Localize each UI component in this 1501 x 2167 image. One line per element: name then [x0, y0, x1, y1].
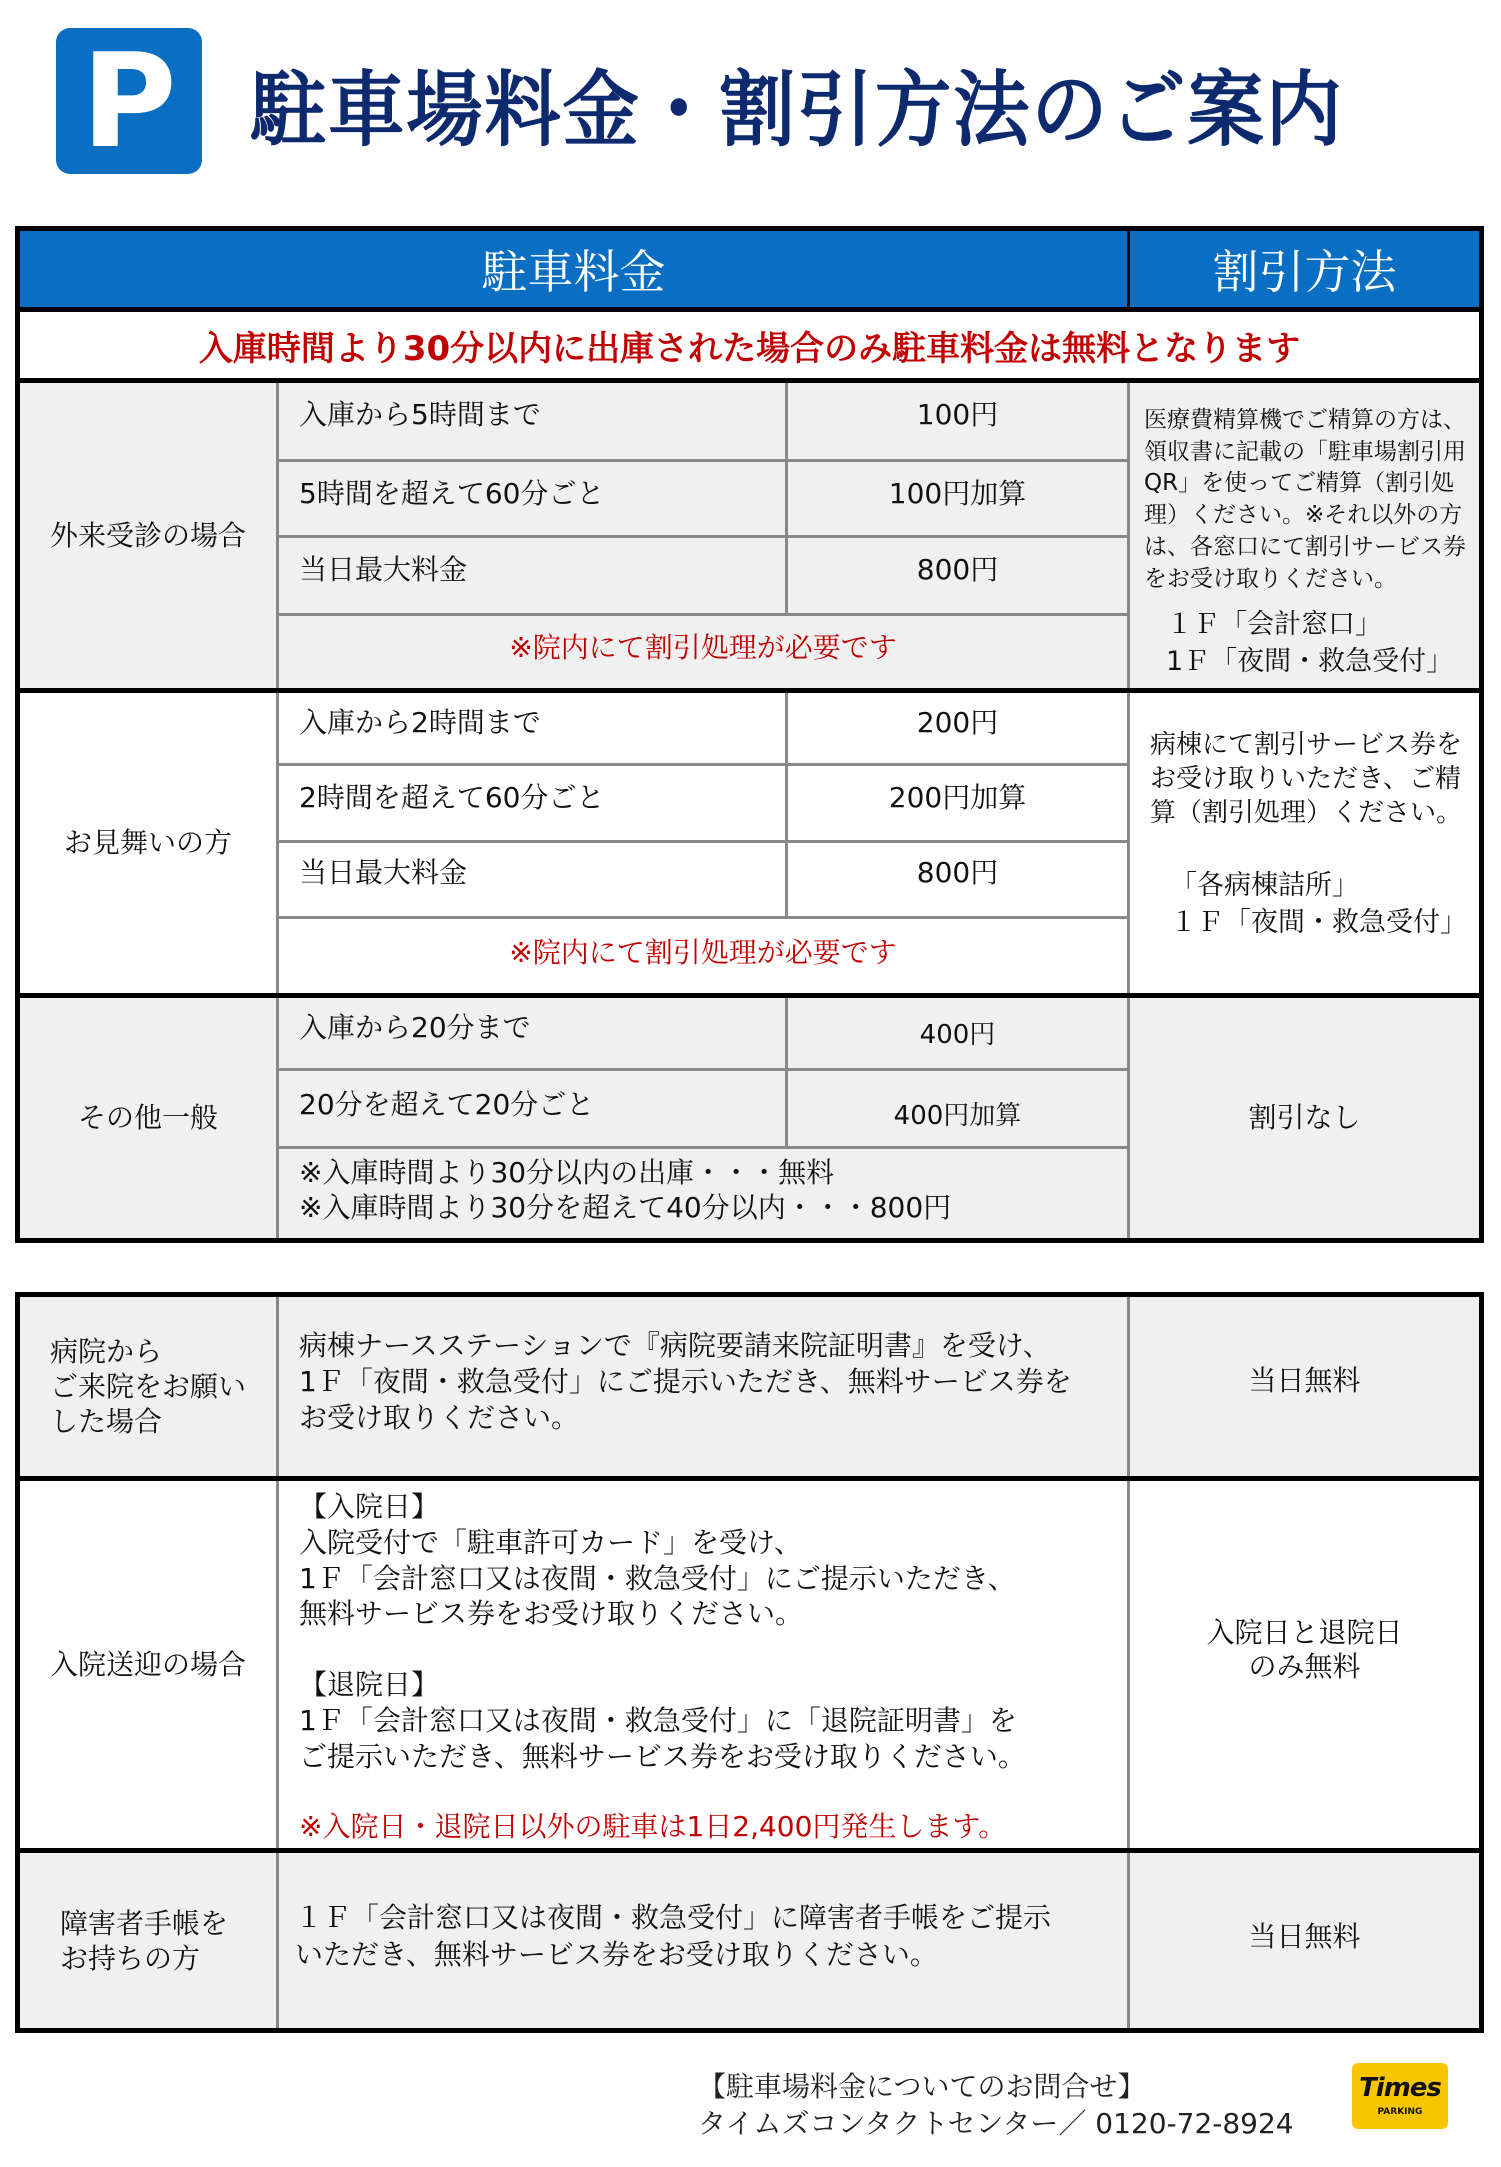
- fee-price-cell: [788, 843, 1127, 919]
- fee-column-header-label: 駐車料金: [481, 245, 666, 299]
- general-note: ※入庫時間より30分を超えて40分以内・・・800円: [299, 1191, 952, 1224]
- case-detail-hospital-request: 病棟ナースステーションで『病院要請来院証明書』を受け、 1Ｆ「夜間・救急受付」にご提示いただき、無料サービス券を お受け取りください。: [279, 1297, 1127, 1476]
- fee-condition: 20分を超えて20分ごと: [299, 1088, 595, 1121]
- discount-method-outpatient: [1130, 383, 1479, 688]
- discount-method-text: 病棟にて割引サービス券をお受け取りいただき、ご精算（割引処理）ください。: [1150, 730, 1463, 828]
- fee-condition: 入庫から2時間まで: [299, 706, 541, 739]
- discount-place: １Ｆ「会計窓口」: [1166, 609, 1382, 641]
- case-label-disability: 障害者手帳を お持ちの方: [20, 1853, 276, 2028]
- discount-method-general: 割引なし: [1130, 998, 1479, 1238]
- section-label-general: その他一般: [20, 998, 276, 1238]
- discount-column-header-label: 割引方法: [1212, 245, 1397, 299]
- fee-price: 200円: [916, 706, 999, 739]
- inquiry-contact: [698, 2068, 1294, 2142]
- fee-condition: 当日最大料金: [299, 856, 468, 889]
- page-title: 駐車場料金・割引方法のご案内: [250, 62, 1344, 158]
- discount-method-visitor: [1130, 693, 1479, 993]
- section-label-outpatient: 外来受診の場合: [20, 383, 276, 688]
- fee-price: 800円: [916, 553, 999, 586]
- parking-p-icon: [56, 25, 202, 177]
- fee-row: [279, 998, 785, 1068]
- admission-parking-warning: ※入院日・退院日以外の駐車は1日2,400円発生します。: [299, 1809, 1007, 1843]
- general-notes: [279, 1149, 1127, 1238]
- fee-row: [279, 766, 785, 840]
- fee-price: 400円: [919, 1020, 996, 1050]
- case-label-hospital-request: 病院から ご来院をお願い した場合: [20, 1297, 276, 1476]
- times-logo-sub: PARKING: [1377, 2107, 1423, 2117]
- fee-row: [279, 538, 785, 613]
- fee-condition: 当日最大料金: [299, 553, 468, 586]
- free-exit-notice-text: 入庫時間より30分以内に出庫された場合のみ駐車料金は無料となります: [198, 328, 1301, 369]
- fee-condition: 入庫から20分まで: [299, 1011, 531, 1044]
- fee-row: [279, 693, 785, 766]
- discount-required-note: ※院内にて割引処理が必要です: [279, 616, 1127, 688]
- discount-place: １Ｆ「夜間・救急受付」: [1170, 906, 1467, 938]
- discount-place: 1Ｆ「夜間・救急受付」: [1166, 645, 1454, 677]
- fee-column-header: [20, 231, 1127, 307]
- admission-day-instructions: 【入院日】 入院受付で「駐車許可カード」を受け、 1Ｆ「会計窓口又は夜間・救急受付」にご提示いただき、 無料サービス券をお受け取りください。: [299, 1490, 1016, 1631]
- case-result-admission: 入院日と退院日 のみ無料: [1130, 1481, 1479, 1848]
- fee-price: 400円加算: [893, 1101, 1022, 1131]
- section-label-visitor: お見舞いの方: [20, 693, 276, 993]
- times-parking-logo: [1352, 2063, 1448, 2129]
- case-label-admission: 入院送迎の場合: [20, 1481, 276, 1848]
- fee-price-cell: [788, 693, 1127, 766]
- fee-row: [279, 383, 785, 459]
- fee-price: 200円加算: [888, 781, 1027, 814]
- contact-center-phone: タイムズコンタクトセンター／ 0120-72-8924: [698, 2107, 1294, 2141]
- case-result-hospital-request: 当日無料: [1130, 1297, 1479, 1476]
- fee-condition: 5時間を超えて60分ごと: [299, 477, 605, 510]
- parking-logo-letter: P: [81, 25, 177, 177]
- times-logo-word: Times: [1359, 2073, 1441, 2103]
- fee-price: 800円: [916, 856, 999, 889]
- fee-price-cell: [788, 383, 1127, 459]
- fee-row: [279, 1071, 785, 1146]
- discount-place: 「各病棟詰所」: [1170, 870, 1359, 902]
- general-note: ※入庫時間より30分以内の出庫・・・無料: [299, 1156, 835, 1189]
- fee-price: 100円: [916, 398, 999, 431]
- case-detail-admission: [279, 1481, 1127, 1848]
- fee-price: 100円加算: [888, 477, 1027, 510]
- fee-price-cell: [788, 998, 1127, 1068]
- fee-row: [279, 462, 785, 535]
- discount-column-header: [1130, 231, 1479, 307]
- fee-row: [279, 843, 785, 919]
- discount-method-text: 医療費精算機でご精算の方は、領収書に記載の「駐車場割引用QR」を使ってご精算（割引処理）ください。※それ以外の方は、各窓口にて割引サービス券をお受け取りください。: [1144, 407, 1466, 592]
- inquiry-heading: 【駐車場料金についてのお問合せ】: [698, 2070, 1146, 2103]
- fee-condition: 入庫から5時間まで: [299, 398, 541, 431]
- case-detail-disability: １Ｆ「会計窓口又は夜間・救急受付」に障害者手帳をご提示 いただき、無料サービス券をお受け取りください。: [279, 1853, 1127, 2028]
- fee-price-cell: [788, 538, 1127, 613]
- fee-price-cell: [788, 1071, 1127, 1146]
- free-exit-notice: [20, 312, 1479, 378]
- fee-condition: 2時間を超えて60分ごと: [299, 781, 605, 814]
- fee-price-cell: [788, 766, 1127, 840]
- discharge-day-instructions: 【退院日】 1Ｆ「会計窓口又は夜間・救急受付」に「退院証明書」を ご提示いただき、無料サービス券をお受け取りください。: [299, 1668, 1026, 1773]
- fee-price-cell: [788, 462, 1127, 535]
- case-result-disability: 当日無料: [1130, 1853, 1479, 2028]
- discount-required-note: ※院内にて割引処理が必要です: [279, 919, 1127, 993]
